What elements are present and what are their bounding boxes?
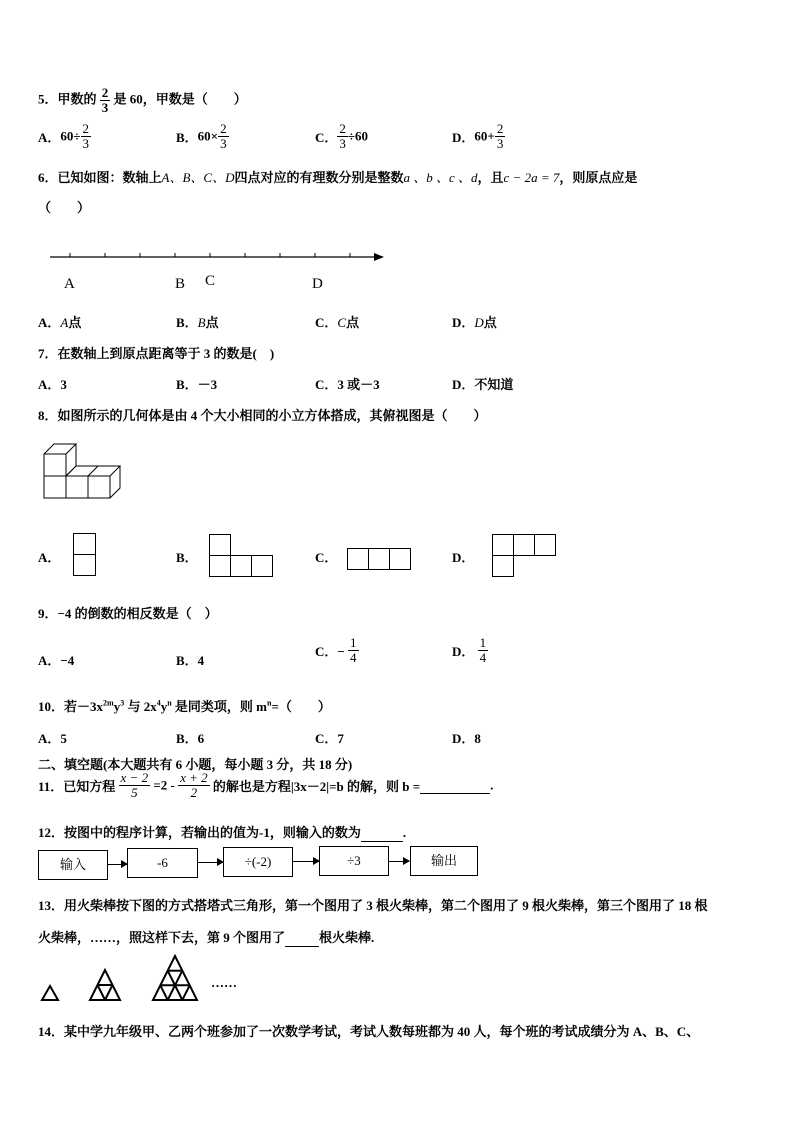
fraction: $\frac{2}{3}$ [82, 121, 90, 151]
q6-option-c: C．C点 [315, 315, 360, 330]
q8-d-cell [492, 555, 514, 577]
flow-box-step: ÷3 [319, 846, 389, 876]
q8-b-cell [209, 555, 231, 577]
q7-option-c: C．3 或－3 [315, 377, 380, 392]
q10-option-d: D．8 [452, 731, 481, 746]
number-line [48, 248, 388, 268]
q8-b-cell [209, 534, 231, 556]
q8-c-cell [389, 548, 411, 570]
q6-option-d: D．D点 [452, 315, 497, 330]
q6-paren: （ ） [38, 200, 91, 215]
q6-option-b: B．B点 [176, 315, 219, 330]
q8-option-c: C． [315, 550, 338, 565]
q5-option-c: C． $\frac{2}{3}$ ÷60 [315, 121, 369, 151]
flow-box-input: 输入 [38, 850, 108, 880]
q8-b-cell [251, 555, 273, 577]
q12-stem: 12．按图中的程序计算，若输出的值为-1，则输入的数为 . [38, 825, 407, 840]
q8-stem: 8．如图所示的几何体是由 4 个大小相同的小立方体搭成，其俯视图是（ ） [38, 408, 487, 423]
fraction: $\frac{2}{3}$ [220, 121, 227, 151]
fraction: $\frac{2}{3}$ [496, 121, 504, 151]
fraction: $\frac{1}{4}$ [479, 635, 487, 665]
q8-a-cell [73, 533, 96, 555]
point-label-b: B [175, 276, 186, 292]
q8-option-b: B． [176, 550, 198, 565]
q8-d-cell [513, 534, 535, 556]
ellipsis: …… [211, 975, 237, 990]
q8-c-cell [347, 548, 369, 570]
fraction: $\frac{x + 2}{2}$ [180, 770, 208, 800]
q8-d-cell [534, 534, 556, 556]
q11-stem: 11．已知方程 $\frac{x - 2}{5}$ =2 - $\frac{x + 2}{2}$ 的解也是方程|3x－2|=b 的解，则 b = . [38, 770, 494, 800]
fraction: $\frac{1}{4}$ [350, 635, 357, 665]
q7-option-a: A．3 [38, 377, 67, 392]
flow-arrow [292, 861, 319, 862]
q5-option-d: D．60+ $\frac{2}{3}$ [452, 121, 504, 151]
q7-stem: 7．在数轴上到原点距离等于 3 的数是( ) [38, 346, 275, 361]
q10-option-c: C．7 [315, 731, 344, 746]
cube-solid-figure [42, 442, 126, 500]
flow-arrow [388, 861, 409, 862]
fraction: $\frac{x - 2}{5}$ [120, 770, 149, 800]
q8-c-cell [368, 548, 390, 570]
q10-option-b: B．6 [176, 731, 205, 746]
q10-stem: 10．若$-3x^{2m}y^3$ 与 $2x^4y^n$ 是同类项，则 $m^n=$（ ） [38, 698, 331, 714]
q8-option-a: A． [38, 550, 61, 565]
point-label-d: D [312, 276, 323, 292]
q9-option-a: A．−4 [38, 653, 75, 668]
answer-blank[interactable] [361, 825, 403, 842]
flow-box-step: -6 [127, 848, 198, 878]
q7-option-b: B．－3 [176, 377, 218, 392]
section-heading: 二、填空题(本大题共有 6 小题，每小题 3 分，共 18 分) [38, 757, 353, 772]
q7-option-d: D．不知道 [452, 377, 514, 392]
matchstick-triangles [38, 953, 208, 1005]
q9-option-d: D． $\frac{1}{4}$ [452, 635, 487, 665]
q13-line1: 13．用火柴棒按下图的方式搭塔式三角形，第一个图用了 3 根火柴棒，第二个图用了 9 根火柴棒，第三个图用了 18 根 [38, 898, 708, 913]
q6-option-a: A．A点 [38, 315, 82, 330]
flow-arrow [107, 864, 127, 865]
answer-blank[interactable] [420, 777, 490, 794]
point-label-a: A [64, 276, 75, 292]
q10-option-a: A．5 [38, 731, 67, 746]
q9-option-b: B．4 [176, 653, 205, 668]
flow-arrow [197, 862, 223, 863]
fraction: $\frac{2}{3}$ [101, 85, 109, 115]
q5-option-b: B．60× $\frac{2}{3}$ [176, 121, 227, 151]
flow-box-step: ÷(-2) [223, 847, 293, 877]
q8-a-cell [73, 554, 96, 576]
flow-box-output: 输出 [410, 846, 478, 876]
q8-option-d: D． [452, 550, 475, 565]
q8-d-cell [492, 534, 514, 556]
q14-stem: 14．某中学九年级甲、乙两个班参加了一次数学考试，考试人数每班都为 40 人，每个班的考试成绩分为 A、B、C、 [38, 1024, 700, 1039]
q5-option-a: A．60÷ $\frac{2}{3}$ [38, 121, 90, 151]
q13-line2: 火柴棒，……，照这样下去，第 9 个图用了 根火柴棒. [38, 930, 375, 945]
point-label-c: C [205, 273, 216, 289]
q5-stem: 5．甲数的 $\frac{2}{3}$ 是 60，甲数是（ ） [38, 85, 247, 115]
answer-blank[interactable] [285, 930, 319, 947]
fraction: $\frac{2}{3}$ [339, 121, 346, 151]
q9-stem: 9．−4 的倒数的相反数是（ ） [38, 606, 218, 621]
q6-stem: 6．已知如图：数轴上A、B、C、D四点对应的有理数分别是整数a 、b 、c 、d，且c − 2a = 7，则原点应是 [38, 170, 638, 185]
q8-b-cell [230, 555, 252, 577]
q9-option-c: C．− $\frac{1}{4}$ [315, 635, 357, 665]
